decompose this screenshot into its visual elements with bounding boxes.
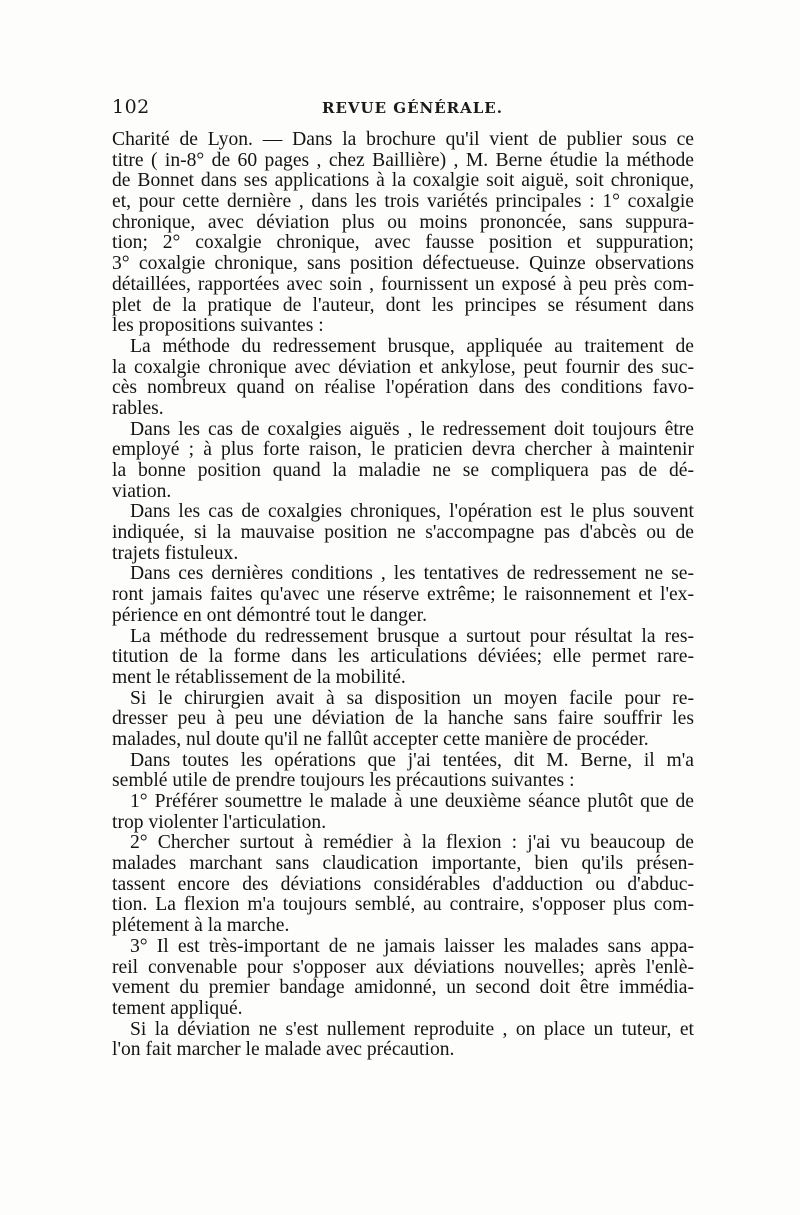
text-line: malades, nul doute qu'il ne fallût accepter cette manière de procéder. xyxy=(112,728,649,750)
page-header xyxy=(112,96,694,122)
text-line: de Bonnet dans ses applications à la coxalgie soit aiguë, soit chronique, xyxy=(112,170,694,192)
text-line: Dans ces dernières conditions , les tentatives de redressement ne se- xyxy=(130,563,694,585)
text-line: 3° coxalgie chronique, sans position défectueuse. Quinze observations xyxy=(112,253,694,275)
text-line: et, pour cette dernière , dans les trois variétés principales : 1° coxalgie xyxy=(112,191,694,213)
text-line: Dans les cas de coxalgies chroniques, l'opération est le plus souvent xyxy=(130,501,694,523)
text-line: l'on fait marcher le malade avec précaution. xyxy=(112,1039,455,1061)
text-line: tassent encore des déviations considérables d'adduction ou d'abduc- xyxy=(112,873,694,895)
text-line: ront jamais faites qu'avec une réserve extrême; le raisonnement et l'ex- xyxy=(112,584,694,606)
page-number: 102 xyxy=(112,96,150,118)
text-line: La méthode du redressement brusque a surtout pour résultat la res- xyxy=(130,625,694,647)
text-line: 3° Il est très-important de ne jamais laisser les malades sans appa- xyxy=(130,935,694,957)
text-line: 2° Chercher surtout à remédier à la flexion : j'ai vu beaucoup de xyxy=(130,832,694,854)
text-line: Dans les cas de coxalgies aiguës , le redressement doit toujours être xyxy=(130,418,694,440)
text-line: titution de la forme dans les articulations déviées; elle permet rare- xyxy=(112,646,694,668)
text-line: tion. La flexion m'a toujours semblé, au contraire, s'opposer plus com- xyxy=(112,894,694,916)
text-line: les propositions suivantes : xyxy=(112,315,324,337)
text-line: tement appliqué. xyxy=(112,997,243,1019)
text-line: dresser peu à peu une déviation de la hanche sans faire souffrir les xyxy=(112,708,694,730)
text-line: malades marchant sans claudication importante, bien qu'ils présen- xyxy=(112,853,694,875)
text-line: chronique, avec déviation plus ou moins prononcée, sans suppura- xyxy=(112,211,694,233)
text-line: cès nombreux quand on réalise l'opération dans des conditions favo- xyxy=(112,377,694,399)
text-line: périence en ont démontré tout le danger. xyxy=(112,604,428,626)
text-line: rables. xyxy=(112,397,164,419)
text-line: vement du premier bandage amidonné, un second doit être immédia- xyxy=(112,977,694,999)
text-line: Si le chirurgien avait à sa disposition un moyen facile pour re- xyxy=(130,687,694,709)
text-line: reil convenable pour s'opposer aux déviations nouvelles; après l'enlè- xyxy=(112,956,694,978)
text-line: indiquée, si la mauvaise position ne s'accompagne pas d'abcès ou de xyxy=(112,522,694,544)
text-line: 1° Préférer soumettre le malade à une deuxième séance plutôt que de xyxy=(130,791,694,812)
text-line: détaillées, rapportées avec soin , fournissent un exposé à peu près com- xyxy=(112,273,694,295)
text-line: Dans toutes les opérations que j'ai tentées, dit M. Berne, il m'a xyxy=(130,749,694,771)
text-line: la bonne position quand la maladie ne se compliquera pas de dé- xyxy=(112,460,694,481)
text-line: la coxalgie chronique avec déviation et ankylose, peut fournir des suc- xyxy=(112,356,694,378)
text-line: titre ( in-8° de 60 pages , chez Baillière) , M. Berne étudie la méthode xyxy=(112,149,694,171)
text-line: semblé utile de prendre toujours les précautions suivantes : xyxy=(112,770,575,792)
text-line: plétement à la marche. xyxy=(112,915,290,937)
text-line: Charité de Lyon. — Dans la brochure qu'il vient de publier sous ce xyxy=(112,129,694,150)
text-line: ment le rétablissement de la mobilité. xyxy=(112,666,406,688)
text-line: trajets fistuleux. xyxy=(112,542,239,564)
text-line: tion; 2° coxalgie chronique, avec fausse position et suppuration; xyxy=(112,232,694,254)
text-line: trop violenter l'articulation. xyxy=(112,811,327,833)
text-line: viation. xyxy=(112,480,172,502)
body-text xyxy=(112,130,694,1061)
text-line: La méthode du redressement brusque, appliquée au traitement de xyxy=(130,335,694,357)
text-line: plet de la pratique de l'auteur, dont les principes se résument dans xyxy=(112,294,694,316)
running-title: REVUE GÉNÉRALE. xyxy=(322,99,503,117)
text-line: employé ; à plus forte raison, le praticien devra chercher à maintenir xyxy=(112,439,694,461)
text-line: Si la déviation ne s'est nullement reproduite , on place un tuteur, et xyxy=(130,1018,694,1040)
